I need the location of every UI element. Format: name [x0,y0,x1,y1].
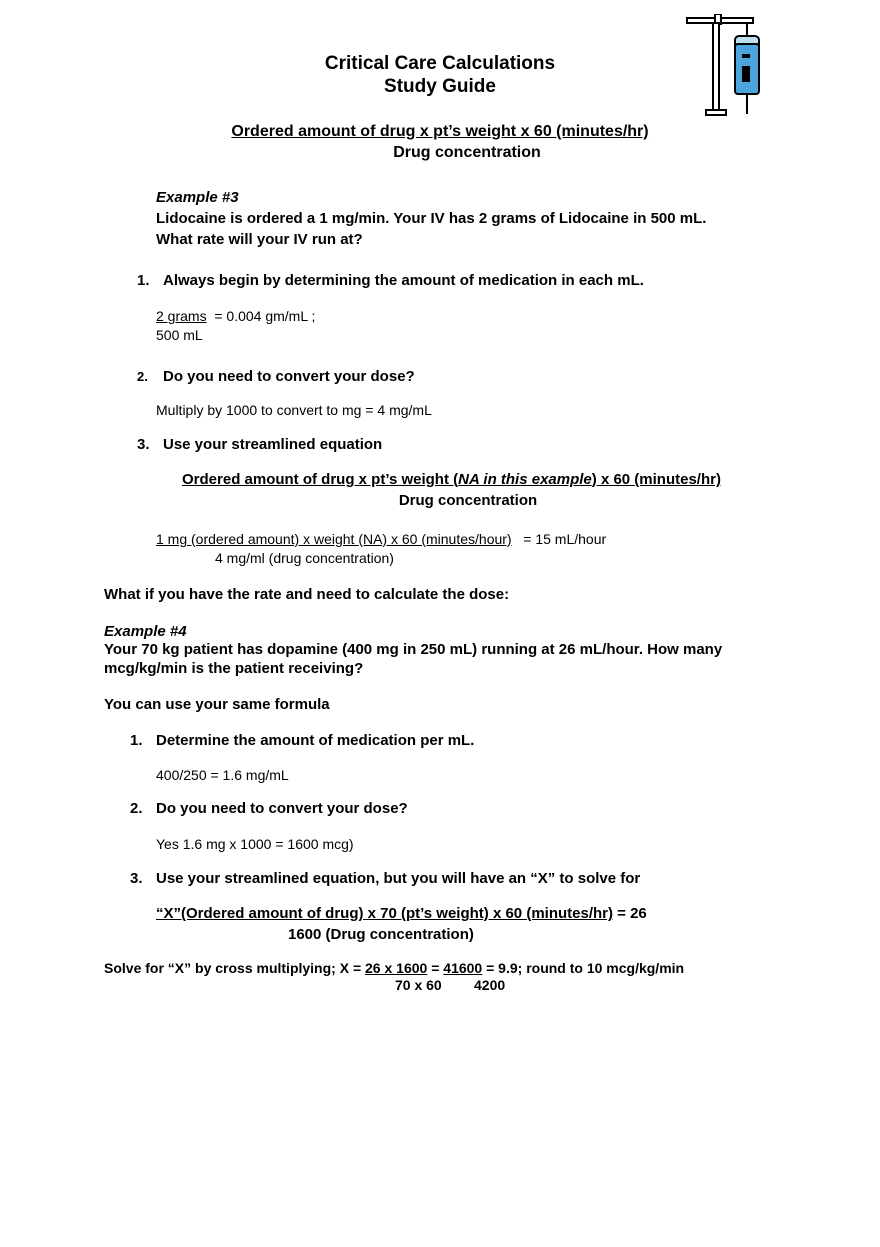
same-formula-text: You can use your same formula [104,696,330,713]
iv-bag-icon [684,14,764,118]
calc-result: = 0.004 gm/mL ; [214,308,316,324]
page-subtitle: Study Guide [384,76,496,97]
example4-step1-text: 400/250 = 1.6 mg/mL [156,767,289,783]
calc-numerator: 1 mg (ordered amount) x weight (NA) x 60 (minutes/hour) [156,531,512,547]
example3-step1-calc-den: 500 mL [156,327,203,343]
example3-step2-text: Multiply by 1000 to convert to mg = 4 mg/mL [156,402,432,418]
calc-numerator: 2 grams [156,308,207,324]
example4-problem-line1: Your 70 kg patient has dopamine (400 mg in 250 mL) running at 26 mL/hour. How many [104,641,723,658]
example4-step3-heading [130,870,640,887]
solve-denominator-2: 4200 [474,977,506,993]
section-heading: What if you have the rate and need to calculate the dose: [104,586,510,603]
step-number: 2. [130,800,143,817]
example3-step2-heading [137,368,415,385]
calc-result: = 15 mL/hour [523,531,607,547]
solve-equals-1: = [427,960,444,976]
step-heading-text: Do you need to convert your dose? [156,800,408,817]
solve-result: = 9.9; round to 10 mcg/kg/min [482,960,685,976]
step-number: 1. [137,272,150,289]
example3-problem-line2: What rate will your IV run at? [156,231,363,248]
step-heading-text: Do you need to convert your dose? [163,368,415,385]
example4-problem-line2: mcg/kg/min is the patient receiving? [104,660,364,677]
example3-step1-calc [156,308,315,324]
step-heading-text: Always begin by determining the amount of medication in each mL. [163,272,644,289]
page-title: Critical Care Calculations [324,53,556,74]
example3-label: Example #3 [156,189,239,206]
step-number: 3. [137,436,150,453]
example4-label: Example #4 [104,623,187,640]
example4-equation-denominator: 1600 (Drug concentration) [288,926,474,943]
example4-equation-numerator [156,905,647,922]
example3-equation-denominator: Drug concentration [398,492,538,509]
example3-equation-numerator [182,471,721,488]
example3-step3-heading [137,436,382,453]
step-number: 1. [130,732,143,749]
example3-problem-line1: Lidocaine is ordered a 1 mg/min. Your IV has 2 grams of Lidocaine in 500 mL. [156,210,707,227]
example3-step3-calc-den: 4 mg/ml (drug concentration) [215,550,394,566]
solve-numerator-2: 41600 [443,960,483,976]
example3-step3-calc [156,531,606,547]
solve-numerator-1: 26 x 1600 [365,960,428,976]
step-number: 3. [130,870,143,887]
eq-part: ) x 60 (minutes/hr) [591,471,721,488]
formula-numerator: Ordered amount of drug x pt’s weight x 60 (minutes/hr) [231,123,649,140]
formula-denominator: Drug concentration [393,144,541,161]
example4-step2-text: Yes 1.6 mg x 1000 = 1600 mcg) [156,836,354,852]
step-heading-text: Use your streamlined equation, but you will have an “X” to solve for [156,870,641,887]
example4-step1-heading [130,732,474,749]
step-number: 2. [137,369,148,384]
eq-part: Ordered amount of drug x pt’s weight ( [182,471,459,488]
solve-line [104,960,684,976]
eq-numerator: “X”(Ordered amount of drug) x 70 (pt’s weight) x 60 (minutes/hr) [156,905,613,922]
example3-step1-heading [137,272,644,289]
solve-denominator-1: 70 x 60 [395,977,442,993]
step-heading-text: Use your streamlined equation [163,436,383,453]
step-heading-text: Determine the amount of medication per mL. [156,732,475,749]
example4-step2-heading [130,800,408,817]
eq-result: = 26 [613,905,647,922]
solve-label: Solve for “X” by cross multiplying; X = [104,960,366,976]
eq-part-italic: NA in this example [458,471,592,488]
